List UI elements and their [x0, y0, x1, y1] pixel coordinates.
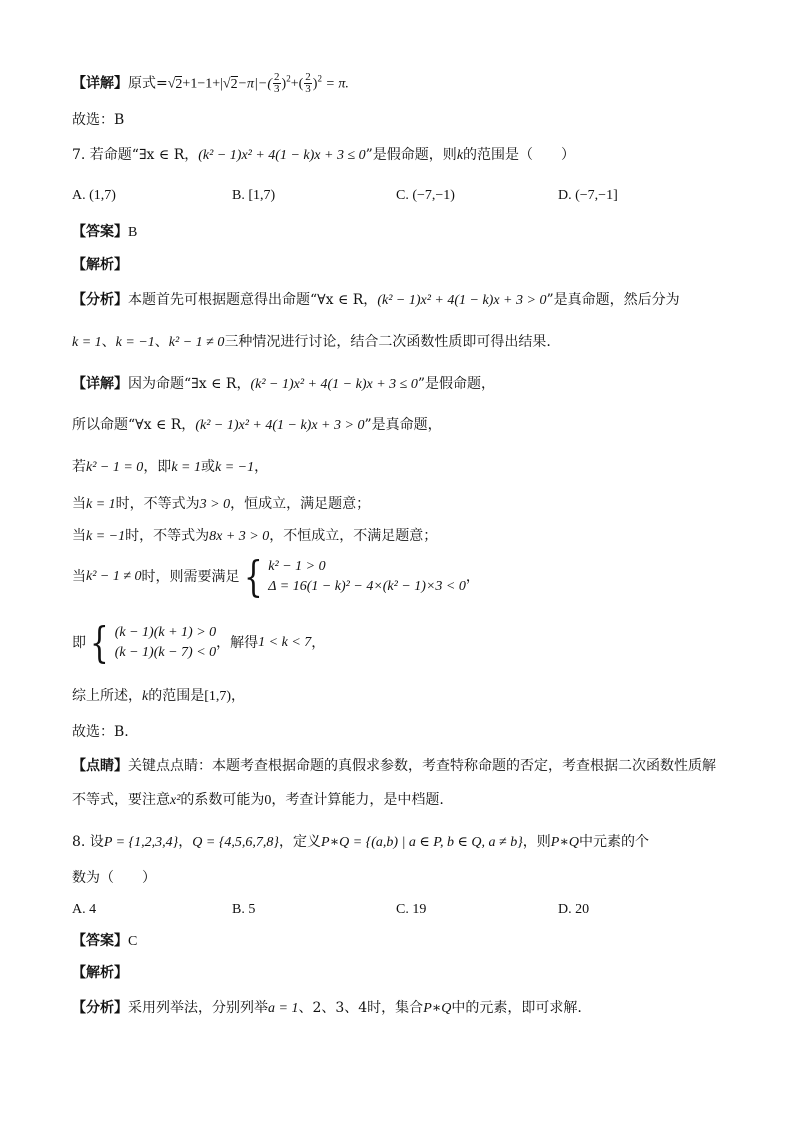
- q7-option-b: B. [1,7): [232, 188, 276, 203]
- detail-label: 【详解】: [72, 376, 128, 392]
- text: 当: [72, 528, 86, 544]
- text: 原式=: [128, 75, 168, 92]
- formula: P∗Q = {(a,b) | a ∈ P, b ∈ Q, a ≠ b}: [321, 835, 523, 850]
- dianjing-line2: [72, 790, 444, 811]
- q8-option-c: C. 19: [396, 902, 427, 917]
- text: ，恒成立，满足题意；: [230, 496, 371, 512]
- q8-option-d: D. 20: [558, 902, 590, 917]
- q8-option-b: B. 5: [232, 902, 256, 917]
- q7-option-c: C. (−7,−1): [396, 188, 455, 203]
- step-6: [72, 618, 326, 667]
- text: ，即: [143, 459, 172, 475]
- formula: 3 > 0: [199, 497, 231, 512]
- text: 当: [72, 569, 86, 585]
- fenxi-8: [72, 998, 582, 1019]
- text: 、2、3、4时，集合: [298, 1000, 424, 1016]
- sqrt-sign: √: [222, 76, 231, 92]
- analysis-7-label: [72, 255, 128, 275]
- text: 三种情况进行讨论，结合二次函数性质即可得出结果.: [224, 334, 551, 350]
- detail-label: 【详解】: [72, 75, 128, 92]
- formula: P∗Q: [550, 835, 579, 850]
- text: ，不恒成立，不满足题意；: [269, 528, 438, 544]
- question-7: [72, 145, 575, 166]
- fenxi-label: 【分析】: [72, 292, 128, 308]
- formula: P = {1,2,3,4}: [103, 835, 179, 850]
- text: ”是假命题，则: [365, 147, 457, 163]
- text: 、: [154, 334, 169, 350]
- text: 即: [72, 635, 86, 651]
- text: −π|−(: [237, 76, 273, 92]
- text: 中元素的个: [578, 834, 649, 850]
- text: +1−1+|: [182, 76, 223, 92]
- fenxi-label: 【分析】: [72, 1000, 128, 1016]
- analysis-label: 【解析】: [72, 257, 128, 273]
- formula: a = 1: [268, 1001, 299, 1016]
- text: ，定义: [279, 834, 322, 850]
- text: ，: [465, 569, 480, 585]
- formula: 1 < k < 7: [258, 635, 312, 650]
- formula: k = 1: [86, 497, 116, 512]
- q8-option-a: A. 4: [72, 902, 97, 917]
- dianjing-line1: [72, 756, 716, 776]
- step-5: [72, 552, 480, 601]
- text: 或: [200, 459, 215, 475]
- system-row: (k − 1)(k − 7) < 0: [114, 645, 217, 660]
- formula: k² − 1 ≠ 0: [168, 335, 225, 350]
- system-row: k² − 1 > 0: [268, 559, 326, 574]
- text: ”是真命题，然后分为: [546, 292, 680, 308]
- text: 所以命题“∀x ∈ R，: [72, 417, 196, 433]
- answer-label: 【答案】: [72, 224, 128, 240]
- text: 若: [72, 459, 86, 475]
- left-brace: {: [90, 618, 109, 667]
- var: k: [142, 689, 149, 704]
- exponent: 2: [317, 73, 322, 84]
- text: 8. 设: [72, 834, 104, 850]
- formula: x²: [170, 793, 181, 808]
- question-8-line1: [72, 832, 649, 853]
- answer-value: C: [128, 934, 138, 949]
- formula: P∗Q: [423, 1001, 452, 1016]
- text: ，考查计算能力，是中档题.: [271, 792, 444, 808]
- formula: [1,7): [204, 689, 232, 704]
- formula: k = −1: [86, 529, 126, 544]
- dianjing-label: 【点睛】: [72, 758, 128, 774]
- question-8-line2: 数为（ ）: [72, 870, 156, 886]
- formula: (k² − 1)x² + 4(1 − k)x + 3 > 0: [195, 418, 365, 433]
- step-7: [72, 686, 245, 707]
- fraction: $\frac{2}{3}$: [274, 71, 280, 95]
- system-of-inequalities: [240, 552, 466, 601]
- text: ”是假命题，: [417, 376, 495, 392]
- text: ): [281, 76, 287, 92]
- step-4: [72, 526, 437, 547]
- text: 时，不等式为: [125, 528, 210, 544]
- text: ): [312, 76, 318, 92]
- text: 时，则需要满足: [141, 569, 240, 585]
- text: ，: [231, 688, 246, 704]
- formula: (k² − 1)x² + 4(1 − k)x + 3 ≤ 0: [250, 377, 418, 392]
- text: 时，不等式为: [115, 496, 200, 512]
- sqrt-arg: 2: [175, 76, 183, 92]
- answer-8: [72, 931, 137, 952]
- formula: (k² − 1)x² + 4(1 − k)x + 3 > 0: [377, 293, 547, 308]
- text: ，解得: [216, 635, 259, 651]
- text: ”是真命题，: [364, 417, 442, 433]
- exponent: 2: [286, 73, 291, 84]
- formula: (k² − 1)x² + 4(1 − k)x + 3 ≤ 0: [198, 148, 366, 163]
- text: 不等式，要注意: [72, 792, 170, 808]
- analysis-label: 【解析】: [72, 965, 128, 981]
- q7-option-d: D. (−7,−1]: [558, 188, 618, 203]
- text: 因为命题“∃x ∈ R，: [128, 376, 251, 392]
- formula: k = 1: [171, 460, 201, 475]
- text: ，则: [522, 834, 551, 850]
- text: 综上所述，: [72, 688, 142, 704]
- system-row: Δ = 16(1 − k)² − 4×(k² − 1)×3 < 0: [268, 579, 466, 594]
- detail-line-6: [72, 72, 349, 95]
- text: 中的元素，即可求解.: [451, 1000, 582, 1016]
- text: 本题首先可根据题意得出命题“∀x ∈ R，: [128, 292, 378, 308]
- text: ，: [254, 459, 269, 475]
- formula: k² − 1 = 0: [86, 460, 144, 475]
- formula: 8x + 3 > 0: [209, 529, 270, 544]
- answer-7: [72, 222, 137, 243]
- fenxi-7-line2: [72, 332, 551, 353]
- left-brace: {: [243, 552, 263, 601]
- formula: k = −1: [115, 335, 155, 350]
- step-8: 故选：B.: [72, 724, 129, 740]
- text: 的范围是（ ）: [463, 147, 576, 163]
- answer-value: B: [128, 225, 138, 240]
- text: 当: [72, 496, 86, 512]
- text: 、: [101, 334, 116, 350]
- fenxi-7-line1: [72, 290, 680, 311]
- q7-option-a: A. (1,7): [72, 188, 116, 203]
- system-row: (k − 1)(k + 1) > 0: [114, 625, 217, 640]
- system-of-inequalities: [86, 618, 217, 667]
- text: 采用列举法，分别列举: [128, 1000, 268, 1016]
- formula: Q = {4,5,6,7,8}: [192, 835, 280, 850]
- formula: k = −1: [214, 460, 255, 475]
- text: 7. 若命题“∃x ∈ R，: [72, 147, 199, 163]
- xiangjie-7-line1: [72, 374, 495, 395]
- text: 的范围是: [148, 688, 205, 704]
- step-2: [72, 457, 268, 478]
- text: 的系数可能为: [180, 792, 265, 808]
- sqrt-sign: √: [167, 76, 176, 92]
- sqrt-arg: 2: [230, 76, 238, 92]
- text: ，: [311, 635, 326, 651]
- formula: k² − 1 ≠ 0: [86, 569, 142, 584]
- var: k: [456, 148, 464, 163]
- text: ，: [178, 834, 193, 850]
- formula: 0: [264, 793, 272, 808]
- step-1: [72, 415, 442, 436]
- step-3: [72, 494, 370, 515]
- text: 关键点点睛：本题考查根据命题的真假求参数，考查特称命题的否定，考查根据二次函数性质解: [128, 758, 716, 774]
- text: = π.: [321, 76, 349, 92]
- text: +(: [290, 76, 304, 92]
- choose-line: 故选：B: [72, 112, 125, 128]
- fraction: $\frac{2}{3}$: [305, 71, 311, 95]
- formula: k = 1: [72, 335, 102, 350]
- analysis-8-label: [72, 963, 128, 983]
- answer-label: 【答案】: [72, 933, 128, 949]
